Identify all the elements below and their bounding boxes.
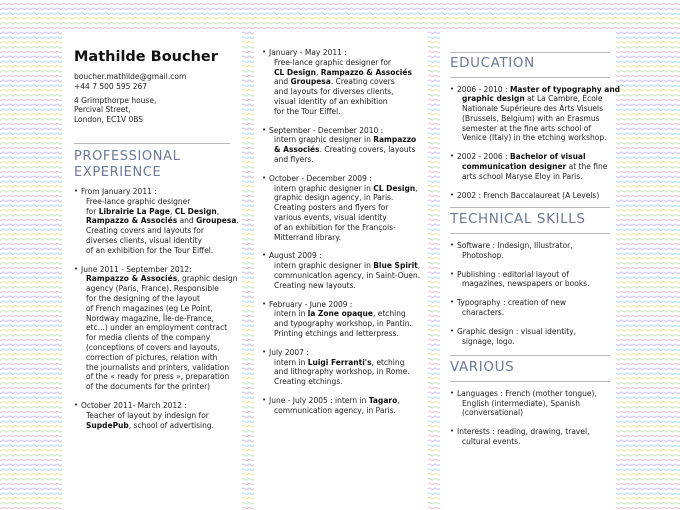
list-item — [262, 300, 424, 339]
text-segment: February - June 2009 : — [269, 299, 353, 309]
text-segment: 2002 - 2006 : — [457, 152, 510, 162]
text-line — [269, 261, 424, 271]
list-item — [74, 401, 236, 430]
list-item — [262, 48, 424, 117]
text-segment: etc...) under an employment contract — [86, 323, 228, 333]
section-divider — [450, 52, 610, 53]
professional-experience-heading — [74, 149, 236, 181]
list-item — [450, 270, 610, 290]
text-line — [81, 363, 236, 373]
bold-text: graphic design — [462, 94, 525, 104]
text-segment: agency (Paris, France). Responsible — [86, 284, 219, 294]
text-segment: , — [417, 261, 421, 271]
text-segment: semester at the fine arts school of — [462, 123, 592, 133]
bold-text: communication designer — [462, 162, 567, 172]
list-item — [450, 241, 610, 261]
text-segment: Creating covers and layouts for — [86, 226, 204, 236]
text-line — [269, 184, 424, 194]
text-segment: of an exhibition for the Tour Eiffel. — [86, 245, 214, 255]
bold-text: & Associés — [274, 145, 320, 155]
text-line — [269, 48, 424, 58]
text-line — [457, 270, 610, 280]
text-segment: Nationale Supérieure des Arts Visuels — [462, 104, 604, 114]
text-line — [269, 174, 424, 184]
text-line — [457, 408, 610, 418]
text-line — [457, 427, 610, 437]
bold-text: Librairie La Page — [98, 206, 170, 216]
text-segment: Creating etchings. — [274, 377, 343, 387]
text-line — [457, 327, 610, 337]
wavy-line — [0, 18, 680, 20]
text-segment: . — [236, 216, 239, 226]
text-line — [269, 107, 424, 117]
heading-line: PROFESSIONAL — [74, 148, 181, 164]
list-item — [450, 191, 610, 201]
text-segment: of the « ready for press », preparation — [86, 372, 230, 382]
text-segment: 2006 - 2010 : — [457, 84, 510, 94]
bold-text: la Zone opaque — [307, 309, 373, 319]
text-segment: Languages : French (mother tongue), — [457, 388, 597, 398]
text-segment: and — [177, 216, 197, 226]
text-line — [269, 271, 424, 281]
address-line: Percival Street, — [74, 105, 131, 115]
technical-skills-heading: TECHNICAL SKILLS — [450, 211, 586, 228]
text-line — [269, 300, 424, 310]
resume-column-right — [440, 32, 621, 510]
text-segment: communication agency, in Saint-Ouen. — [274, 270, 421, 280]
text-line — [457, 298, 610, 308]
bold-text: Rampazzo & Associés — [86, 216, 178, 226]
text-segment: and lithography workshop, in Rome. — [274, 367, 410, 377]
text-line — [457, 241, 610, 251]
text-line — [81, 216, 239, 226]
section-divider — [450, 233, 610, 234]
bold-text: Rampazzo — [373, 135, 417, 145]
bold-text: Groupesa — [290, 77, 331, 87]
text-segment: , etching — [372, 309, 406, 319]
text-line — [457, 84, 621, 95]
text-line — [81, 294, 236, 304]
text-line — [81, 421, 236, 431]
text-line — [81, 411, 236, 421]
text-segment: Creating new layouts. — [274, 280, 356, 290]
resume-column-middle — [254, 32, 428, 510]
bold-text: Luigi Ferranti's — [307, 357, 372, 367]
list-item — [74, 265, 236, 392]
list-item — [450, 427, 610, 447]
list-item — [262, 396, 424, 416]
text-line — [457, 124, 610, 134]
text-line — [269, 367, 424, 377]
bold-text: CL Design — [174, 206, 217, 216]
text-segment: characters. — [462, 307, 505, 317]
text-line — [269, 68, 424, 78]
list-item — [262, 174, 424, 243]
text-segment: intern graphic designer in — [274, 183, 374, 193]
text-line — [269, 281, 424, 291]
text-segment: for — [86, 206, 99, 216]
text-segment: Publishing : editorial layout of — [457, 269, 569, 279]
text-line — [81, 274, 236, 284]
text-line — [269, 77, 424, 87]
text-line — [81, 333, 236, 343]
text-segment: for the designing of the layout — [86, 293, 200, 303]
technical-skills-list — [450, 241, 610, 346]
text-segment: January - May 2011 : — [269, 48, 347, 57]
section-divider — [450, 355, 610, 356]
text-line — [269, 193, 424, 203]
wavy-line — [0, 3, 680, 5]
bold-text: Master of typography and — [509, 84, 621, 94]
address-line: London, EC1V 0BS — [74, 115, 144, 125]
text-segment: Graphic design : visual identity, — [457, 326, 577, 336]
text-segment: , — [216, 206, 220, 216]
text-segment: June 2011 - September 2012: — [81, 264, 192, 274]
text-line — [457, 308, 610, 318]
text-line — [457, 399, 610, 409]
section-divider — [450, 207, 610, 208]
bold-text: CL Design — [373, 183, 416, 193]
text-line — [457, 152, 610, 162]
text-line — [81, 401, 236, 411]
text-line — [269, 213, 424, 223]
text-line — [81, 323, 236, 333]
text-segment: Typography : creation of new — [457, 298, 567, 308]
text-line — [269, 58, 424, 68]
text-segment: , — [397, 395, 400, 405]
bold-text: Rampazzo & Associés — [320, 67, 412, 77]
text-segment: the journalists and printers, validation — [86, 362, 230, 372]
text-segment: intern graphic designer in — [274, 135, 374, 145]
bold-text: Blue Spirit — [373, 261, 418, 271]
text-segment: September - December 2010 : — [269, 125, 384, 135]
text-line — [269, 126, 424, 136]
text-line — [269, 396, 424, 406]
address-line: 4 Grimpthorpe house, — [74, 95, 157, 105]
text-line — [81, 304, 236, 314]
text-line — [81, 236, 236, 246]
list-item — [450, 84, 621, 144]
bold-text: Groupesa — [196, 216, 237, 226]
text-line — [81, 343, 236, 353]
text-segment: Photoshop. — [462, 250, 504, 260]
text-line — [81, 197, 236, 207]
text-line — [269, 87, 424, 97]
text-line — [457, 133, 610, 143]
text-segment: From January 2011 : — [81, 186, 157, 196]
text-line — [269, 97, 424, 107]
text-line — [81, 226, 236, 236]
text-line — [269, 358, 424, 368]
text-segment: at La Cambre, École — [524, 94, 603, 104]
text-line — [457, 279, 610, 289]
text-line — [81, 246, 236, 256]
experience-continued-list — [262, 48, 424, 416]
text-line — [269, 406, 424, 416]
text-segment: and typography workshop, in Pantin. — [274, 319, 412, 329]
text-line — [269, 203, 424, 213]
wavy-line — [0, 8, 680, 10]
list-item — [450, 298, 610, 318]
text-segment: communication agency, in Paris. — [274, 405, 396, 415]
list-item — [262, 348, 424, 387]
bold-text: CL Design — [274, 67, 316, 77]
various-heading: VARIOUS — [450, 359, 515, 376]
list-item — [262, 251, 424, 290]
list-item — [450, 327, 610, 347]
text-segment: intern in — [274, 357, 308, 367]
text-segment: Printing etchings and letterpress. — [274, 328, 399, 338]
text-segment: intern graphic designer in — [274, 261, 374, 271]
text-segment: Software : Indesign, Illustrator, — [457, 240, 573, 250]
list-item — [74, 186, 239, 256]
text-segment: arts school Maryse Eloy in Paris. — [462, 171, 583, 181]
text-segment: August 2009 : — [269, 251, 322, 261]
phone-number: +44 7 500 595 267 — [74, 81, 148, 91]
section-divider — [74, 143, 230, 144]
various-list — [450, 389, 610, 447]
text-line — [457, 251, 610, 261]
text-segment: Venice (Italy) in the etching workshop. — [462, 133, 607, 143]
email-address: boucher.mathilde@gmail.com — [74, 72, 187, 81]
text-line — [269, 251, 424, 261]
education-heading: EDUCATION — [450, 55, 535, 71]
text-segment: October 2011- March 2012 : — [81, 400, 187, 410]
text-segment: , — [169, 206, 175, 216]
text-segment: correction of pictures, relation with — [86, 352, 218, 362]
text-segment: (conceptions of covers and layouts, — [86, 342, 220, 352]
text-segment: magazines, newspapers or books. — [462, 279, 590, 289]
text-segment: Nordway magazine, Île-de-France, — [86, 313, 214, 323]
text-segment: Creating posters and flyers for — [274, 203, 389, 213]
text-segment: and — [274, 77, 291, 87]
text-segment: of the documents for the printer) — [86, 382, 211, 392]
wavy-line — [0, 22, 680, 24]
text-segment: Free-lance graphic designer for — [274, 57, 391, 67]
text-line — [457, 104, 610, 114]
text-line — [81, 314, 236, 324]
text-segment: various events, visual identity — [274, 212, 387, 222]
text-line — [269, 155, 424, 165]
wavy-line — [0, 13, 680, 15]
text-segment: of an exhibition for the François- — [274, 222, 396, 232]
text-line — [81, 187, 236, 197]
text-line — [457, 172, 610, 182]
text-line — [269, 377, 424, 387]
text-line — [81, 207, 236, 217]
text-segment: Free-lance graphic designer — [86, 196, 191, 206]
text-line — [269, 309, 424, 319]
text-line — [457, 191, 610, 201]
text-line — [457, 337, 610, 347]
text-segment: and layouts for diverses clients, — [274, 87, 394, 97]
text-line — [457, 94, 610, 104]
text-line — [81, 353, 236, 363]
text-segment: . Creating covers, layouts — [319, 145, 416, 155]
text-segment: graphic design agency, in Paris. — [274, 193, 394, 203]
text-line — [269, 145, 424, 155]
text-segment: at the fine — [566, 162, 608, 172]
text-segment: of French magazines (eg Le Point, — [86, 303, 213, 313]
text-segment: 2002 : French Baccalaureat (A Levels) — [457, 190, 600, 200]
text-line — [457, 437, 610, 447]
text-segment: visual identity of an exhibition — [274, 96, 388, 106]
text-line — [81, 382, 236, 392]
postal-address — [74, 96, 236, 125]
text-segment: , school of advertising. — [128, 420, 214, 430]
section-divider — [450, 381, 610, 382]
text-line — [269, 223, 424, 233]
text-segment: , — [315, 67, 321, 77]
bold-text: SupdePub — [86, 420, 129, 430]
text-segment: signage, logo. — [462, 336, 515, 346]
text-segment: . Creating covers — [330, 77, 395, 87]
text-segment: for media clients of the company — [86, 333, 211, 343]
text-segment: and flyers. — [274, 154, 314, 164]
text-line — [269, 233, 424, 243]
text-line — [457, 389, 610, 399]
candidate-name: Mathilde Boucher — [74, 49, 218, 65]
text-segment: July 2007 : — [269, 347, 309, 357]
text-segment: Interests : reading, drawing, travel, — [457, 427, 590, 437]
text-segment: , — [415, 183, 418, 193]
text-line — [457, 114, 610, 124]
text-segment: (conversational) — [462, 408, 524, 418]
section-divider — [450, 77, 610, 78]
wavy-line — [0, 27, 680, 29]
text-segment: , graphic design — [177, 274, 238, 284]
professional-experience-list — [74, 186, 239, 430]
text-segment: cultural events. — [462, 437, 521, 447]
text-segment: intern in — [274, 309, 308, 319]
text-segment: English (intermediate), Spanish — [462, 398, 580, 408]
list-item — [450, 152, 610, 181]
text-segment: June - July 2005 : intern in — [269, 395, 369, 405]
text-segment: October - December 2009 : — [269, 173, 372, 183]
list-item — [450, 389, 610, 418]
text-segment: (Brussels, Belgium) with an Erasmus — [462, 113, 600, 123]
text-line — [457, 162, 610, 172]
text-segment: Mitterrand library. — [274, 232, 342, 242]
text-line — [269, 319, 424, 329]
text-segment: for the Tour Eiffel. — [274, 106, 341, 116]
text-line — [81, 372, 236, 382]
education-list — [450, 84, 621, 201]
resume-column-left — [62, 32, 242, 510]
bold-text: Tagaro — [368, 395, 398, 405]
text-line — [81, 284, 236, 294]
bold-text: Rampazzo & Associés — [86, 274, 178, 284]
text-segment: diverses clients, visual identity — [86, 235, 202, 245]
text-line — [269, 135, 424, 145]
text-line — [269, 348, 424, 358]
list-item — [262, 126, 424, 165]
text-line — [81, 265, 236, 275]
text-segment: , etching — [371, 357, 405, 367]
heading-line: EXPERIENCE — [74, 164, 162, 180]
bold-text: Bachelor of visual — [509, 152, 586, 162]
contact-info — [74, 72, 236, 92]
text-line — [269, 329, 424, 339]
text-segment: Teacher of layout by indesign for — [86, 410, 209, 420]
